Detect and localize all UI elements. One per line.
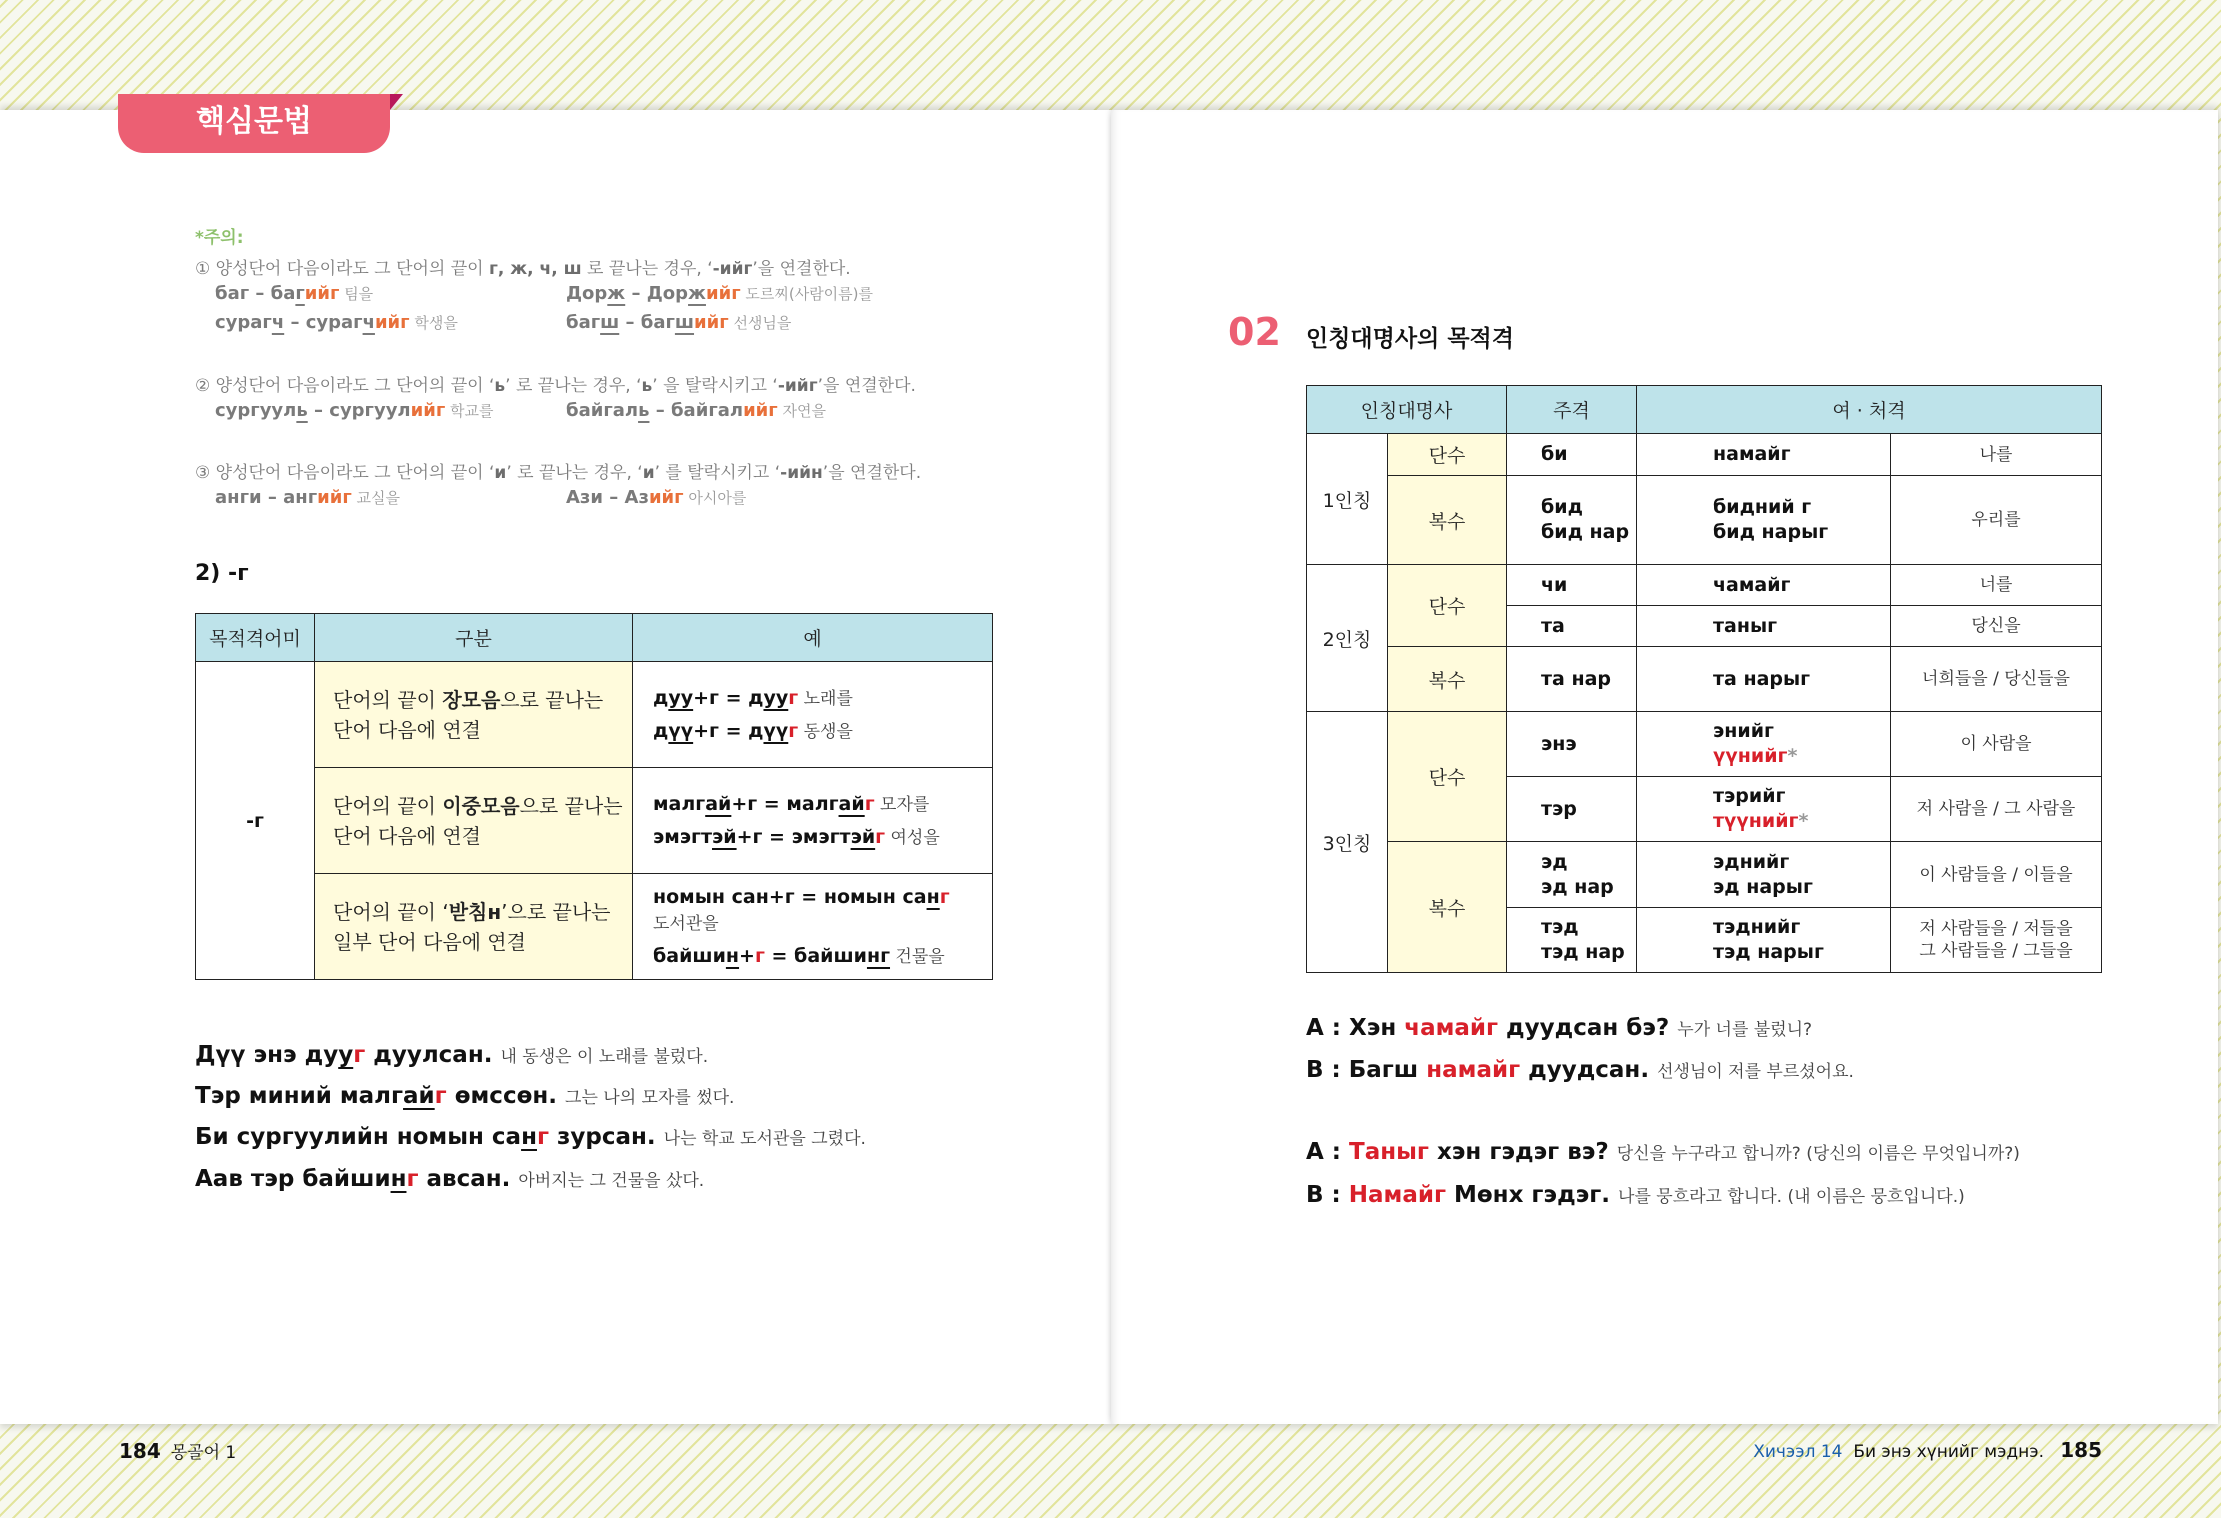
- section-title: 인칭대명사의 목적격: [1306, 326, 1514, 352]
- text-segment: ч: [271, 312, 285, 333]
- meaning-cell: [1891, 908, 2102, 973]
- note-example: [566, 312, 791, 333]
- text-segment: н: [390, 1166, 407, 1192]
- nominative-cell: [1507, 908, 1637, 973]
- book-title: 몽골어 1: [170, 1443, 237, 1463]
- text-segment: дуулсан.: [365, 1042, 501, 1068]
- text-segment: г: [864, 792, 875, 815]
- note-example: [215, 312, 458, 333]
- text-segment: г: [536, 1124, 550, 1150]
- text-segment: – баг: [619, 312, 675, 333]
- table-row: [196, 662, 993, 768]
- example-line: [653, 682, 992, 715]
- text-segment: г, ж, ч, ш: [489, 259, 582, 279]
- text-segment: 노래를: [798, 688, 853, 709]
- nominative-cell: [1507, 777, 1637, 842]
- note-rule: [195, 458, 921, 483]
- text-segment: г: [353, 1042, 366, 1068]
- pronoun: тэр: [1541, 797, 1577, 820]
- nominative-cell: [1507, 606, 1637, 647]
- nominative-cell: [1507, 434, 1637, 476]
- text-segment: авсан.: [418, 1166, 519, 1192]
- text-segment: сургуул: [215, 400, 297, 421]
- dialogue-line: [1306, 1139, 2020, 1165]
- text-segment: B : Багш: [1306, 1057, 1427, 1083]
- pronoun: чамайг: [1713, 573, 1791, 596]
- text-segment: 단어 다음에 연결: [333, 823, 481, 848]
- text-segment: ш: [600, 312, 620, 333]
- text-segment: хэн гэдэг вэ?: [1428, 1139, 1617, 1165]
- text-segment: 단어의 끝이: [333, 793, 443, 818]
- pronoun: бидний г: [1713, 496, 1812, 518]
- desc-line: [333, 791, 632, 821]
- table-header: 목적격어미: [196, 614, 315, 662]
- example-line: [653, 910, 992, 937]
- text-segment: н: [521, 1124, 537, 1150]
- note-example: [215, 400, 494, 421]
- text-segment: г: [939, 885, 950, 908]
- text-segment: номын сан+г = номын са: [653, 885, 927, 908]
- text-segment: г: [875, 825, 886, 848]
- text-segment: 도르찌(사람이름)를: [740, 285, 874, 303]
- text-segment: н: [725, 944, 740, 967]
- text-segment: 누가 너를 불렀니?: [1677, 1020, 1813, 1040]
- pronoun: би: [1541, 443, 1568, 465]
- text-segment: +: [739, 944, 755, 967]
- pronoun: энэ: [1541, 732, 1577, 755]
- text-segment: -ийг: [712, 259, 753, 279]
- pronoun-alt: түүнийг: [1713, 810, 1799, 832]
- text-segment: дуудсан.: [1520, 1057, 1658, 1083]
- meaning-cell: 당신을: [1891, 606, 2102, 647]
- table-header-row: [196, 614, 993, 662]
- text-segment: ’ 을 탈락시키고 ‘: [652, 376, 778, 396]
- page-number: 185: [2060, 1438, 2102, 1462]
- section-tab: 핵심문법: [118, 94, 390, 153]
- text-segment: 선생님이 저를 부르셨어요.: [1657, 1062, 1854, 1082]
- pronoun: бид: [1541, 496, 1583, 518]
- dialogue-line: [1306, 1182, 1965, 1208]
- text-segment: малг: [653, 792, 706, 815]
- text-segment: ’ 를 탈락시키고 ‘: [654, 463, 781, 483]
- table-row: [1307, 434, 2102, 476]
- text-segment: Мөнх гэдэг.: [1445, 1182, 1619, 1208]
- desc-line: [333, 927, 632, 957]
- text-segment: 단어 다음에 연결: [333, 717, 481, 742]
- text-segment: и: [494, 463, 507, 483]
- suffix-cell: -г: [196, 662, 315, 980]
- text-segment: 모자를: [874, 794, 930, 815]
- pronoun: та нарыг: [1713, 667, 1811, 690]
- text-segment: эй: [850, 825, 876, 848]
- subsection-title: 2) -г: [195, 561, 249, 586]
- number-cell: 복수: [1388, 647, 1507, 712]
- pronoun: эднийг: [1713, 850, 1790, 873]
- table-row: [1307, 712, 2102, 777]
- desc-cell: [315, 662, 633, 768]
- number-cell: 단수: [1388, 434, 1507, 476]
- example-cell: [633, 662, 993, 768]
- text-segment: ийг: [410, 400, 446, 421]
- text-segment: г: [788, 719, 799, 742]
- person-cell: 3인칭: [1307, 712, 1388, 973]
- example-sentence: [195, 1042, 708, 1068]
- text-segment: 나는 학교 도서관을 그렸다.: [663, 1129, 866, 1149]
- text-segment: ’을 연결한다.: [822, 463, 922, 483]
- text-segment: ийг: [648, 487, 684, 508]
- nominative-cell: [1507, 842, 1637, 908]
- text-segment: намайг: [1426, 1057, 1521, 1083]
- text-segment: 동생을: [798, 721, 853, 742]
- table-row: [1307, 476, 2102, 565]
- number-cell: 단수: [1388, 565, 1507, 647]
- text-segment: и: [642, 463, 655, 483]
- text-segment: ж: [607, 283, 626, 304]
- tab-fold-icon: [390, 94, 403, 110]
- note-rule: [195, 254, 851, 279]
- text-segment: 나를 뭉흐라고 합니다. (내 이름은 뭉흐입니다.): [1618, 1187, 1965, 1207]
- text-segment: ① 양성단어 다음이라도 그 단어의 끝이: [195, 259, 489, 279]
- text-segment: 팀을: [339, 285, 374, 303]
- accusative-cell: [1637, 434, 1891, 476]
- text-segment: 아버지는 그 건물을 샀다.: [518, 1171, 705, 1191]
- accusative-cell: [1637, 565, 1891, 606]
- text-segment: +г = эмэгт: [736, 825, 851, 848]
- meaning-cell: 저 사람을 / 그 사람을: [1891, 777, 2102, 842]
- desc-line: [333, 897, 632, 927]
- text-segment: Аав тэр байши: [195, 1166, 391, 1192]
- meaning-cell: 이 사람을: [1891, 712, 2102, 777]
- text-segment: ай: [403, 1083, 435, 1109]
- text-segment: 여성을: [885, 827, 940, 848]
- table-header: 주격: [1507, 386, 1637, 434]
- text-segment: ③ 양성단어 다음이라도 그 단어의 끝이 ‘: [195, 463, 495, 483]
- example-line: [653, 821, 992, 854]
- pronoun: та нар: [1541, 667, 1611, 690]
- text-segment: Ази – Аз: [566, 487, 649, 508]
- text-segment: ийг: [694, 312, 729, 333]
- desc-cell: [315, 874, 633, 980]
- text-segment: эмэгт: [653, 825, 712, 848]
- text-segment: 당신을 누구라고 합니까? (당신의 이름은 무엇입니까?): [1616, 1144, 2020, 1164]
- nominative-cell: [1507, 647, 1637, 712]
- text-segment: анги – анг: [215, 487, 318, 508]
- pronoun: тэд нар: [1541, 941, 1625, 963]
- text-segment: ай: [838, 792, 865, 815]
- number-cell: 복수: [1388, 842, 1507, 973]
- pronoun-alt: үүнийг: [1713, 745, 1788, 767]
- text-segment: эй: [712, 825, 737, 848]
- meaning-cell: 너를: [1891, 565, 2102, 606]
- example-sentence: [195, 1166, 704, 1192]
- accusative-cell: [1637, 842, 1891, 908]
- text-segment: 로 끝나는 경우, ‘: [581, 259, 713, 279]
- text-segment: ’ 로 끝나는 경우, ‘: [506, 463, 643, 483]
- example-sentence: [195, 1124, 866, 1150]
- text-segment: зурсан.: [549, 1124, 664, 1150]
- accusative-cell: [1637, 712, 1891, 777]
- text-segment: үү: [668, 719, 694, 742]
- footer-left: [119, 1438, 236, 1463]
- person-cell: 1인칭: [1307, 434, 1388, 565]
- text-segment: 건물을: [890, 946, 945, 967]
- text-segment: +г = д: [693, 686, 764, 709]
- table-header: 인칭대명사: [1307, 386, 1507, 434]
- text-segment: байши: [653, 944, 726, 967]
- text-segment: 학교를: [445, 402, 494, 420]
- text-segment: – сураг: [284, 312, 363, 333]
- text-segment: 아시아를: [683, 489, 747, 507]
- lesson-title: Би энэ хүнийг мэднэ.: [1853, 1442, 2045, 1462]
- text-segment: баг: [566, 312, 601, 333]
- note-example: [566, 283, 873, 304]
- pronoun: тэднийг: [1713, 916, 1801, 938]
- pronoun: тэрийг: [1713, 785, 1786, 807]
- text-segment: 장모음: [442, 687, 501, 712]
- nominative-cell: [1507, 565, 1637, 606]
- text-segment: үү: [763, 719, 789, 742]
- text-segment: 으로 끝나는: [519, 793, 623, 818]
- example-cell: [633, 874, 993, 980]
- pronoun: энийг: [1713, 720, 1774, 742]
- text-segment: B :: [1306, 1182, 1349, 1208]
- text-segment: 내 동생은 이 노래를 불렀다.: [500, 1047, 709, 1067]
- dialogue-line: [1306, 1015, 1812, 1041]
- person-cell: 2인칭: [1307, 565, 1388, 712]
- text-segment: г: [434, 1083, 447, 1109]
- number-cell: 복수: [1388, 476, 1507, 565]
- text-segment: 일부 단어 다음에 연결: [333, 929, 526, 954]
- meaning-cell: 나를: [1891, 434, 2102, 476]
- text-segment: 으로 끝나는: [500, 687, 604, 712]
- nominative-cell: [1507, 476, 1637, 565]
- text-segment: 학생을: [409, 314, 458, 332]
- table-header: 여 · 처격: [1637, 386, 2102, 434]
- pronoun: та: [1541, 614, 1565, 637]
- text-segment: -ийг: [777, 376, 818, 396]
- text-segment: ч: [362, 312, 375, 333]
- text-segment: байгал: [566, 400, 639, 421]
- accusative-cell: [1637, 777, 1891, 842]
- meaning-cell: 너희들을 / 당신들을: [1891, 647, 2102, 712]
- pronoun: тэд нарыг: [1713, 941, 1824, 963]
- accusative-cell: [1637, 908, 1891, 973]
- text-segment: +г = малг: [731, 792, 839, 815]
- text-segment: д: [653, 686, 669, 709]
- text-segment: ’으로 끝나는: [501, 899, 611, 924]
- note-title: *주의:: [195, 228, 244, 248]
- text-segment: ай: [705, 792, 732, 815]
- meaning-cell: 우리를: [1891, 476, 2102, 565]
- text-segment: ийг: [304, 283, 340, 304]
- text-segment: чамайг: [1404, 1015, 1499, 1041]
- text-segment: 교실을: [351, 489, 401, 507]
- desc-line: [333, 685, 632, 715]
- text-segment: ② 양성단어 다음이라도 그 단어의 끝이 ‘: [195, 376, 495, 396]
- text-segment: 도서관을: [653, 913, 719, 934]
- text-segment: – Дор: [625, 283, 689, 304]
- text-segment: ь: [641, 376, 653, 396]
- table-row: [1307, 647, 2102, 712]
- text-segment: г: [754, 944, 765, 967]
- text-segment: дуудсан бэ?: [1498, 1015, 1678, 1041]
- example-line: [653, 715, 992, 748]
- footer-right: [1753, 1438, 2102, 1462]
- text-segment: 그는 나의 모자를 썼다.: [565, 1088, 735, 1108]
- text-segment: ’을 연결한다.: [752, 259, 851, 279]
- text-segment: г: [406, 1166, 419, 1192]
- text-segment: ь: [638, 400, 650, 421]
- text-segment: ийг: [317, 487, 352, 508]
- example-line: [653, 943, 992, 970]
- text-segment: у: [338, 1042, 354, 1068]
- text-segment: сураг: [215, 312, 272, 333]
- pronoun: чи: [1541, 573, 1568, 596]
- text-segment: ж: [688, 283, 706, 304]
- pronoun: эд нарыг: [1713, 875, 1813, 898]
- text-segment: ь: [494, 376, 506, 396]
- text-segment: 단어의 끝이 ‘: [333, 899, 449, 924]
- text-segment: уу: [763, 686, 789, 709]
- asterisk-mark: *: [1798, 810, 1809, 832]
- text-segment: Дүү энэ ду: [195, 1042, 339, 1068]
- text-segment: 자연을: [777, 402, 826, 420]
- table-row: [1307, 842, 2102, 908]
- meaning-line: 그 사람들을 / 그들을: [1919, 941, 2073, 961]
- pronoun: эд нар: [1541, 875, 1614, 898]
- pronoun: бид нар: [1541, 521, 1630, 543]
- text-segment: уу: [668, 686, 694, 709]
- text-segment: A :: [1306, 1139, 1350, 1165]
- pronoun: бид нарыг: [1713, 521, 1829, 543]
- accusative-cell: [1637, 606, 1891, 647]
- meaning-line: 저 사람들을 / 저들을: [1919, 919, 2073, 939]
- table-header-row: [1307, 386, 2102, 434]
- text-segment: ш: [674, 312, 695, 333]
- text-segment: ’ 로 끝나는 경우, ‘: [505, 376, 642, 396]
- text-segment: +г = д: [693, 719, 764, 742]
- number-cell: 단수: [1388, 712, 1507, 842]
- text-segment: н: [926, 885, 940, 908]
- pronoun: тэд: [1541, 916, 1579, 938]
- pronoun: намайг: [1713, 443, 1791, 465]
- text-segment: 이중모음: [442, 793, 520, 818]
- table-header: 예: [633, 614, 993, 662]
- text-segment: – сургуул: [307, 400, 411, 421]
- text-segment: – байгал: [649, 400, 744, 421]
- text-segment: 단어의 끝이: [333, 687, 443, 712]
- table-row: [196, 768, 993, 874]
- text-segment: 선생님을: [728, 314, 792, 332]
- text-segment: A : Хэн: [1306, 1015, 1405, 1041]
- text-segment: ’을 연결한다.: [817, 376, 916, 396]
- suffix-table: [195, 613, 993, 980]
- page-number: 184: [119, 1439, 161, 1463]
- text-segment: д: [653, 719, 669, 742]
- text-segment: ийг: [743, 400, 778, 421]
- meaning-cell: 이 사람들을 / 이들을: [1891, 842, 2102, 908]
- example-line: [653, 788, 992, 821]
- text-segment: өмссөн.: [446, 1083, 566, 1109]
- text-segment: 받침н: [448, 899, 502, 924]
- lesson-label: Хичээл 14: [1753, 1442, 1843, 1462]
- text-segment: ийг: [705, 283, 741, 304]
- pronoun: эд: [1541, 850, 1568, 873]
- section-number: 02: [1228, 310, 1281, 354]
- pronoun-table: [1306, 385, 2102, 973]
- note-example: [566, 487, 746, 508]
- note-example: [566, 400, 826, 421]
- example-cell: [633, 768, 993, 874]
- example-line: [653, 884, 992, 910]
- text-segment: Намайг: [1348, 1182, 1446, 1208]
- text-segment: баг – ба: [215, 283, 296, 304]
- table-row: [196, 874, 993, 980]
- text-segment: Дор: [566, 283, 608, 304]
- text-segment: Би сургуулийн номын са: [195, 1124, 522, 1150]
- text-segment: г: [295, 283, 305, 304]
- desc-cell: [315, 768, 633, 874]
- text-segment: нг: [866, 944, 891, 967]
- desc-line: [333, 821, 632, 851]
- text-segment: Тэр миний малг: [195, 1083, 404, 1109]
- example-sentence: [195, 1083, 734, 1109]
- text-segment: г: [788, 686, 799, 709]
- note-example: [215, 283, 373, 304]
- table-row: [1307, 565, 2102, 606]
- table-header: 구분: [315, 614, 633, 662]
- asterisk-mark: *: [1787, 745, 1798, 767]
- dialogue-line: [1306, 1057, 1854, 1083]
- text-segment: Таныг: [1349, 1139, 1429, 1165]
- accusative-cell: [1637, 647, 1891, 712]
- accusative-cell: [1637, 476, 1891, 565]
- desc-line: [333, 715, 632, 745]
- text-segment: ь: [296, 400, 308, 421]
- pronoun: таныг: [1713, 614, 1778, 637]
- text-segment: = байши: [764, 944, 867, 967]
- note-rule: [195, 371, 916, 396]
- text-segment: -ийн: [780, 463, 823, 483]
- nominative-cell: [1507, 712, 1637, 777]
- note-example: [215, 487, 400, 508]
- text-segment: ийг: [374, 312, 410, 333]
